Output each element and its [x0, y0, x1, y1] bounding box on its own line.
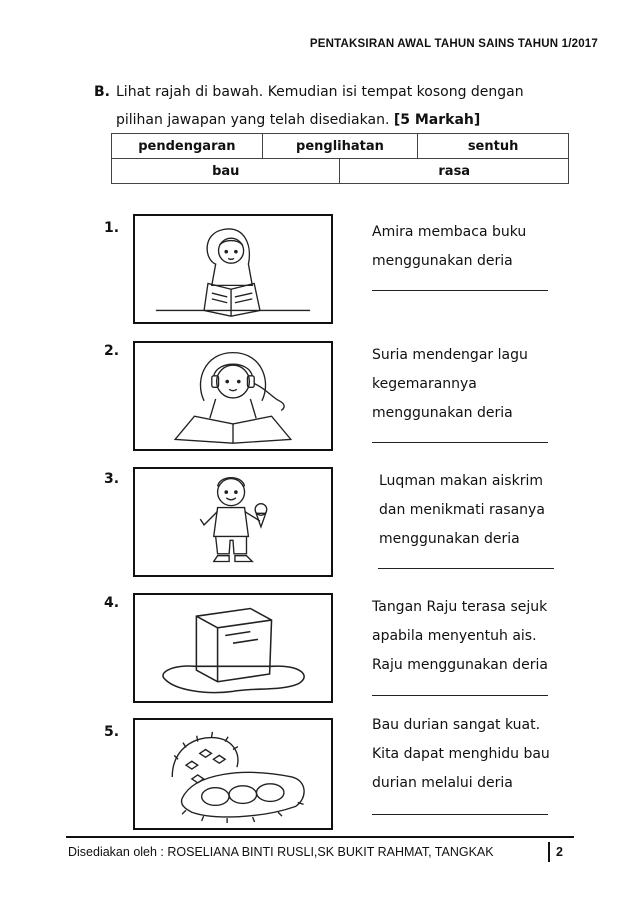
- choice-sentuh: sentuh: [418, 134, 569, 159]
- question-4-line-3: Raju menggunakan deria: [372, 657, 548, 673]
- question-3-number: 3.: [104, 471, 120, 487]
- question-2-line-3: menggunakan deria: [372, 405, 513, 421]
- question-3-line-3: menggunakan deria: [379, 531, 520, 547]
- question-4-text: [372, 593, 572, 680]
- question-3-line-1: Luqman makan aiskrim: [379, 473, 543, 489]
- question-1-number: 1.: [104, 220, 120, 236]
- choice-penglihatan: penglihatan: [262, 134, 417, 159]
- question-4-picture: [133, 593, 333, 703]
- question-2-text: [372, 341, 572, 428]
- question-4-number: 4.: [104, 595, 120, 611]
- question-3-text: [379, 467, 579, 554]
- question-3-answer-blank[interactable]: [378, 568, 554, 569]
- footer-divider: [66, 836, 574, 838]
- ice-cube-icon: [135, 595, 331, 701]
- choice-bau: bau: [112, 159, 340, 184]
- boy-with-ice-cream-icon: [135, 469, 331, 575]
- question-5-line-2: Kita dapat menghidu bau: [372, 746, 550, 762]
- question-5-answer-blank[interactable]: [372, 814, 548, 815]
- question-5-line-1: Bau durian sangat kuat.: [372, 717, 541, 733]
- footer-separator: [548, 842, 550, 862]
- question-4-line-2: apabila menyentuh ais.: [372, 628, 537, 644]
- girl-with-headphones-icon: [135, 343, 331, 449]
- question-3-picture: [133, 467, 333, 577]
- question-5-number: 5.: [104, 724, 120, 740]
- durian-icon: [135, 720, 331, 828]
- question-3-line-2: dan menikmati rasanya: [379, 502, 545, 518]
- choice-rasa: rasa: [340, 159, 569, 184]
- instruction-text: Lihat rajah di bawah. Kemudian isi tempat kosong dengan pilihan jawapan yang telah disediakan.: [116, 84, 524, 128]
- question-1-picture: [133, 214, 333, 324]
- question-2-number: 2.: [104, 343, 120, 359]
- question-1-answer-blank[interactable]: [372, 290, 548, 291]
- question-1-line-2: menggunakan deria: [372, 253, 513, 269]
- footer-prepared-by: Disediakan oleh : ROSELIANA BINTI RUSLI,SK BUKIT RAHMAT, TANGKAK: [68, 845, 494, 859]
- question-4-line-1: Tangan Raju terasa sejuk: [372, 599, 548, 615]
- marks-label: [5 Markah]: [393, 112, 481, 128]
- question-2-answer-blank[interactable]: [372, 442, 548, 443]
- question-2-line-1: Suria mendengar lagu: [372, 347, 528, 363]
- question-2-line-2: kegemarannya: [372, 376, 477, 392]
- girl-reading-book-icon: [135, 216, 331, 322]
- choice-pendengaran: pendengaran: [112, 134, 263, 159]
- page-number: 2: [556, 845, 563, 859]
- question-1-text: [372, 218, 572, 276]
- question-1-line-1: Amira membaca buku: [372, 224, 527, 240]
- question-5-picture: [133, 718, 333, 830]
- question-5-line-3: durian melalui deria: [372, 775, 513, 791]
- question-5-text: [372, 711, 572, 798]
- section-label: B.: [94, 84, 110, 100]
- section-instruction: [94, 78, 564, 134]
- page-header: PENTAKSIRAN AWAL TAHUN SAINS TAHUN 1/2017: [309, 38, 598, 50]
- answer-choices-table: [111, 133, 569, 184]
- question-2-picture: [133, 341, 333, 451]
- question-4-answer-blank[interactable]: [372, 695, 548, 696]
